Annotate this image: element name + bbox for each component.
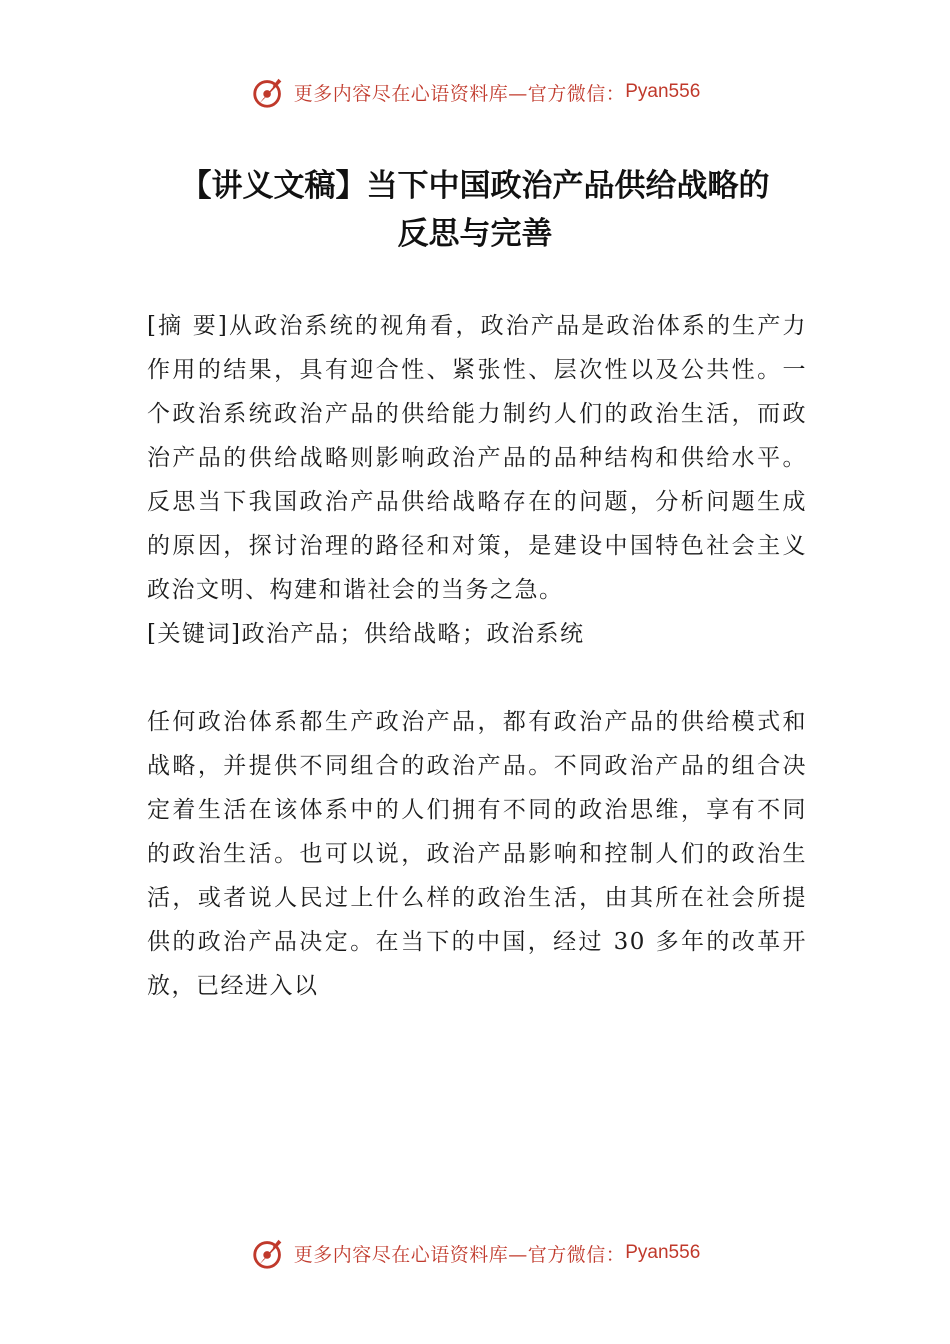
- footer-banner: [0, 1231, 950, 1275]
- title-line-1: 【讲义文稿】当下中国政治产品供给战略的: [180, 168, 770, 204]
- wechat-id: Pyan556: [625, 1242, 701, 1263]
- banner-text: 更多内容尽在心语资料库—官方微信：: [293, 82, 626, 105]
- banner-text: 更多内容尽在心语资料库—官方微信：: [293, 1243, 626, 1266]
- header-banner: [0, 70, 950, 114]
- keywords-paragraph: [关键词]政治产品；供给战略；政治系统: [147, 621, 585, 647]
- paragraph-gap: [147, 656, 807, 700]
- wechat-id: Pyan556: [625, 81, 701, 102]
- title-line-2: 反思与完善: [397, 216, 553, 252]
- quill-logo-icon: [250, 1234, 288, 1272]
- document-title: [120, 162, 830, 258]
- abstract-paragraph: [摘 要]从政治系统的视角看，政治产品是政治体系的生产力作用的结果，具有迎合性、紧张性、层次性以及公共性。一个政治系统政治产品的供给能力制约人们的政治生活，而政治产品的供给战略则影响政治产品的品种结构和供给水平。反思当下我国政治产品供给战略存在的问题，分析问题生成的原因，探讨治理的路径和对策，是建设中国特色社会主义政治文明、构建和谐社会的当务之急。: [147, 313, 807, 603]
- body-paragraph-1: 任何政治体系都生产政治产品，都有政治产品的供给模式和战略，并提供不同组合的政治产品。不同政治产品的组合决定着生活在该体系中的人们拥有不同的政治思维，享有不同的政治生活。也可以说，政治产品影响和控制人们的政治生活，或者说人民过上什么样的政治生活，由其所在社会所提供的政治产品决定。在当下的中国，经过 30 多年的改革开放，已经进入以: [147, 709, 807, 999]
- document-content: [147, 304, 807, 1008]
- quill-logo-icon: [250, 73, 288, 111]
